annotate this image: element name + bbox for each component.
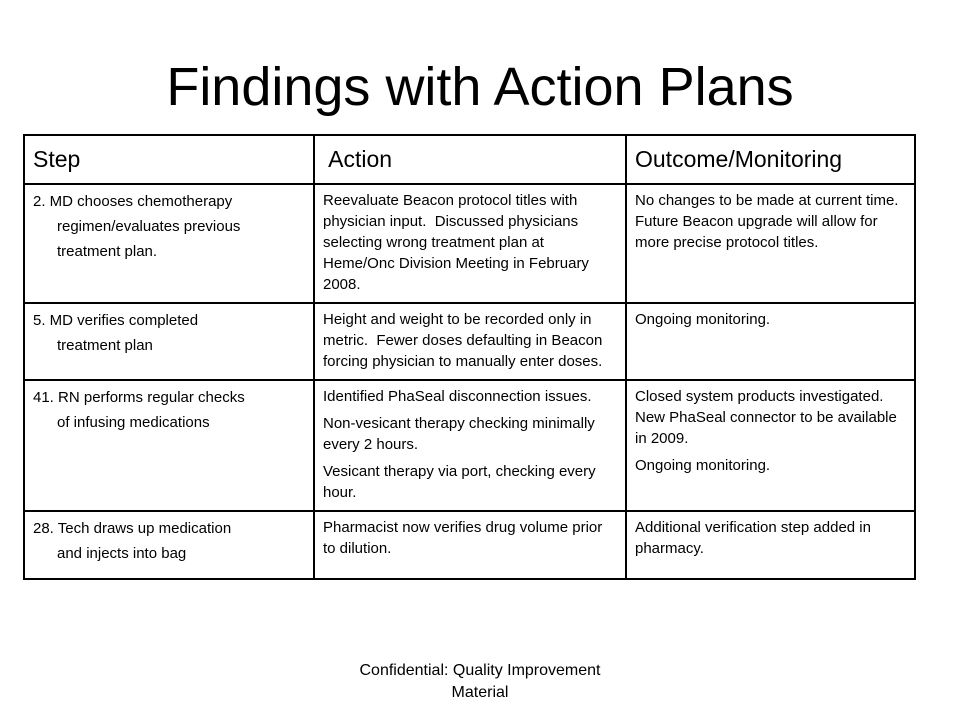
table-row	[24, 380, 915, 511]
step-text-continued: and injects into bag	[57, 545, 187, 562]
action-cell	[314, 303, 626, 380]
action-text: Reevaluate Beacon protocol titles with physician input. Discussed physicians selecting wrong treatment plan at Heme/Onc Division Meeting in February 2008.	[323, 192, 594, 293]
outcome-text: Closed system products investigated. New PhaSeal connector to be available in 2009.	[635, 388, 902, 447]
outcome-cell	[626, 511, 915, 579]
header-step: Step	[24, 135, 314, 184]
confidential-footer	[300, 660, 660, 704]
action-text: Non-vesicant therapy checking minimally every 2 hours.	[323, 415, 595, 453]
outcome-cell	[626, 380, 915, 511]
action-cell	[314, 511, 626, 579]
step-text-continued: of infusing medications	[57, 414, 210, 431]
step-cell	[24, 303, 314, 380]
outcome-text: Additional verification step added in pharmacy.	[635, 519, 871, 557]
action-text: Height and weight to be recorded only in metric. Fewer doses defaulting in Beacon forcing physician to manually enter doses.	[323, 311, 607, 370]
step-cell	[24, 380, 314, 511]
step-text: 41. RN performs regular checks	[33, 389, 245, 406]
action-cell	[314, 184, 626, 303]
outcome-text: Ongoing monitoring.	[635, 457, 771, 474]
table-row	[24, 184, 915, 303]
findings-table	[23, 134, 916, 580]
table-row	[24, 303, 915, 380]
action-text: Vesicant therapy via port, checking every hour.	[323, 463, 596, 501]
header-outcome: Outcome/Monitoring	[626, 135, 915, 184]
outcome-text: No changes to be made at current time. Future Beacon upgrade will allow for more precise protocol titles.	[635, 192, 907, 251]
table-header-row	[24, 135, 915, 184]
step-text-continued: treatment plan	[57, 337, 153, 354]
table-row	[24, 511, 915, 579]
step-text-continued: treatment plan.	[57, 243, 158, 260]
outcome-text: Ongoing monitoring.	[635, 311, 771, 328]
header-action: Action	[314, 135, 626, 184]
action-cell	[314, 380, 626, 511]
step-text-continued: regimen/evaluates previous	[57, 218, 241, 235]
page-title: Findings with Action Plans	[166, 57, 794, 117]
step-text: 2. MD chooses chemotherapy	[33, 193, 233, 210]
outcome-cell	[626, 303, 915, 380]
outcome-cell	[626, 184, 915, 303]
step-cell	[24, 184, 314, 303]
step-text: 28. Tech draws up medication	[33, 520, 232, 537]
step-cell	[24, 511, 314, 579]
step-text: 5. MD verifies completed	[33, 312, 199, 329]
action-text: Pharmacist now verifies drug volume prior to dilution.	[323, 519, 603, 557]
footer-line: Confidential: Quality Improvement	[359, 662, 601, 679]
footer-line: Material	[451, 684, 509, 701]
action-text: Identified PhaSeal disconnection issues.	[323, 388, 592, 405]
